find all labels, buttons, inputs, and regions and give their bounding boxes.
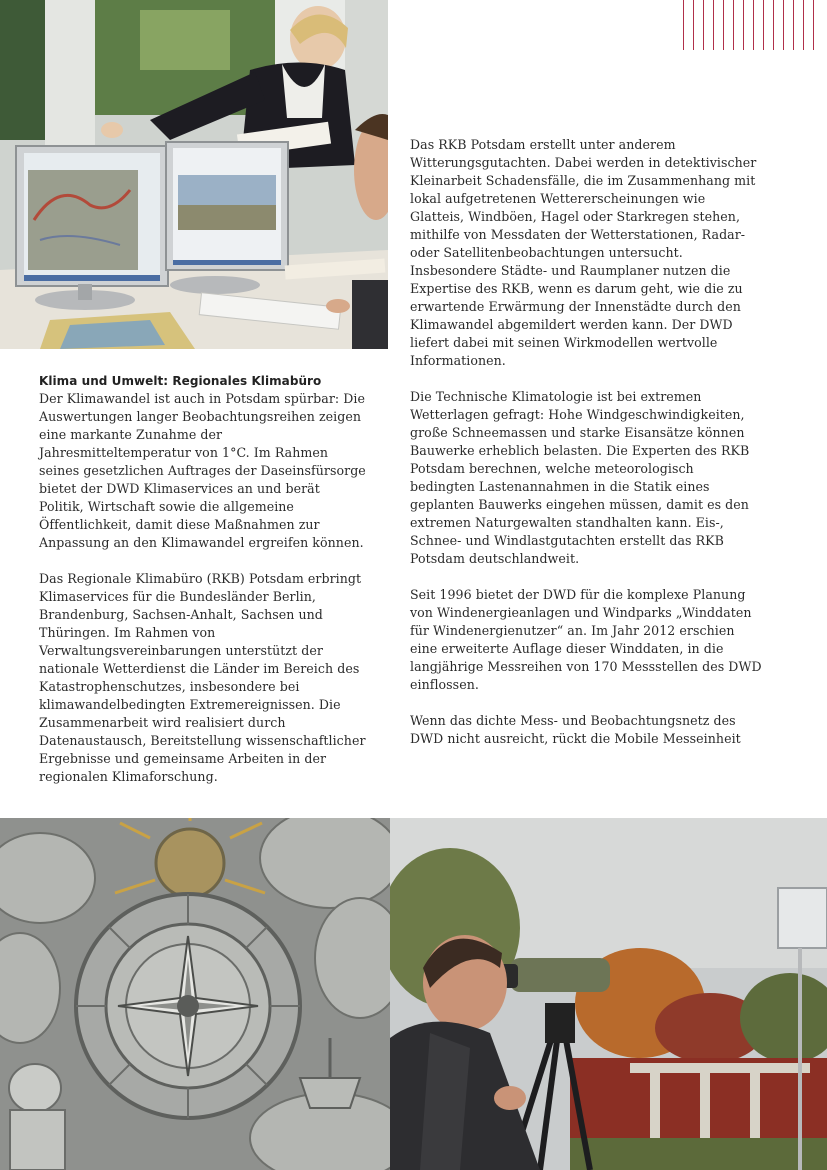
accent-stripe — [773, 0, 774, 50]
accent-stripe — [703, 0, 704, 50]
left-text-column — [39, 372, 366, 786]
accent-stripe — [813, 0, 814, 50]
accent-stripe — [683, 0, 684, 50]
paragraph: Seit 1996 bietet der DWD für die komplexe Planung von Windenergieanlagen und Windparks „Winddaten für Windenergienutzer“ an. Im Jahr 2012 erschien eine erweiterte Auflage dieser Winddaten, in die langjährige Messreihen von 170 Messstellen des DWD einflossen. — [410, 587, 762, 692]
accent-stripe — [713, 0, 714, 50]
section-heading: Klima und Umwelt: Regionales Klimabüro — [39, 374, 322, 388]
office-workstation-photo — [0, 0, 388, 349]
accent-stripe — [783, 0, 784, 50]
accent-stripe — [723, 0, 724, 50]
accent-stripe — [763, 0, 764, 50]
right-text-column — [410, 136, 762, 748]
paragraph: Die Technische Klimatologie ist bei extremen Wetterlagen gefragt: Hohe Windgeschwindigkeiten, große Schneemassen und starke Eisansätze können Bauwerke erheblich belasten. Die Experten des RKB Potsdam berechnen, welche meteorologisch bedingten Lastenannahmen in die Statik eines geplanten Bauwerks eingehen müssen, damit es den extremen Naturgewalten standhalten kann. Eis-, Schnee- und Windlastgutachten erstellt das RKB Potsdam deutschlandweit. — [410, 389, 750, 566]
paragraph: Der Klimawandel ist auch in Potsdam spürbar: Die Auswertungen langer Beobachtungsreihen zeigen eine markante Zunahme der Jahresmitteltemperatur von 1°C. Im Rahmen seines gesetzlichen Auftrages der Daseinsfürsorge bietet der DWD Klimaservices an und berät Politik, Wirtschaft sowie die allgemeine Öffentlichkeit, damit diese Maßnahmen zur Anpassung an den Klimawandel ergreifen können. — [39, 391, 366, 550]
paragraph: Das Regionale Klimabüro (RKB) Potsdam erbringt Klimaservices für die Bundesländer Berlin, Brandenburg, Sachsen-Anhalt, Sachsen und Thüringen. Im Rahmen von Verwaltungsvereinbarungen unterstützt der nationale Wetterdienst die Länder im Bereich des Katastrophenschutzes, insbesondere bei klimawandelbedingten Extremereignissen. Die Zusammenarbeit wird realisiert durch Datenaustausch, Bereitstellung wissenschaftlicher Ergebnisse und gemeinsame Arbeiten in der regionalen Klimaforschung. — [39, 571, 366, 784]
compass-rose-relief-photo — [0, 818, 390, 1170]
accent-stripe — [753, 0, 754, 50]
accent-stripe — [693, 0, 694, 50]
accent-stripe — [743, 0, 744, 50]
paragraph: Das RKB Potsdam erstellt unter anderem Witterungsgutachten. Dabei werden in detektivischer Kleinarbeit Schadensfälle, die im Zusammenhang mit lokal aufgetretenen Wettererscheinungen wie Glatteis, Windböen, Hagel oder Starkregen stehen, mithilfe von Messdaten der Wetterstationen, Radar- oder Satellitenbeobachtungen untersucht. Insbesondere Städte- und Raumplaner nutzen die Expertise des RKB, wenn es darum geht, wie die zu erwartende Erwärmung der Innenstädte durch den Klimawandel abgemildert werden kann. Der DWD liefert dabei mit seinen Wirkmodellen wertvolle Informationen. — [410, 137, 757, 368]
accent-stripe — [733, 0, 734, 50]
weather-observer-binoculars-photo — [390, 818, 827, 1170]
accent-stripe — [803, 0, 804, 50]
accent-stripe — [793, 0, 794, 50]
decorative-stripes — [683, 0, 827, 50]
paragraph: Wenn das dichte Mess- und Beobachtungsnetz des DWD nicht ausreicht, rückt die Mobile Messeinheit — [410, 713, 741, 746]
